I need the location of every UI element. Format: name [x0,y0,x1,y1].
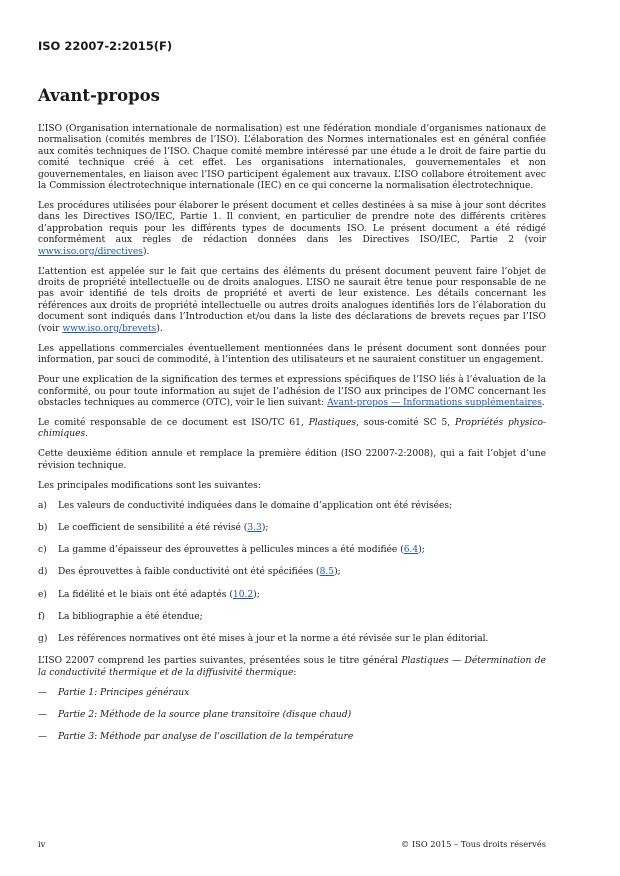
clause-ref-link[interactable]: 10.2 [232,589,254,600]
paragraph-modifications-intro: Les principales modifications sont les suivantes: [38,480,261,491]
paragraph-edition: Cette deuxième édition annule et remplace la première édition (ISO 22007-2:2008), qui a fait l’objet d’une révision technique. [38,449,546,471]
list-item: a) Les valeurs de conductivité indiquées dans le domaine d’application ont été révisées; [38,500,453,511]
list-item: — Partie 1: Principes généraux [38,687,190,698]
list-item: — Partie 2: Méthode de la source plane transitoire (disque chaud) [38,709,352,720]
list-item: — Partie 3: Méthode par analyse de l’oscillation de la température [38,731,354,742]
paragraph-trade-names: Les appellations commerciales éventuellement mentionnées dans le présent document sont données pour information, par souci de commodité, à l’intention des utilisateurs et ne sauraient constituer un engagement. [38,343,546,366]
list-item: d) Des éprouvettes à faible conductivité ont été spécifiées (8.5); [38,567,341,578]
paragraph-patents: L’attention est appelée sur le fait que certains des éléments du présent document peuvent faire l’objet de droits de propriété intellectuelle ou de droits analogues. L’ISO ne saurait être tenue pour responsable de ne pas avoir identifié de tels droits de propriété et averti de leur existence. Les détails concernant les références aux droits de propriété intellectuelle ou autres droits analogues identifiés lors de l’élaboration du document sont indiqués dans l’Introduction et/ou dans la liste des déclarations de brevets reçues par l’ISO (voir www.iso.org/brevets). [38,266,546,334]
clause-ref-link[interactable]: 3.3 [247,522,262,533]
clause-ref-link[interactable]: 6.4 [403,545,419,556]
parts-list [38,688,546,744]
directives-link[interactable]: www.iso.org/directives [38,246,143,257]
page-title: Avant-propos [38,86,160,105]
modifications-list [38,501,546,646]
list-item: b) Le coefficient de sensibilité a été révisé (3.3); [38,522,269,533]
document-identifier: ISO 22007-2:2015(F) [38,39,173,53]
patents-link[interactable]: www.iso.org/brevets [62,323,157,334]
page-footer [38,839,546,849]
list-item: e) La fidélité et le biais ont été adaptés (10.2); [38,589,260,600]
page-number: iv [38,839,46,849]
paragraph-parts-intro: L’ISO 22007 comprend les parties suivantes, présentées sous le titre général Plastiques — Détermination de la conductivité thermique et de la diffusivité thermique: [38,656,546,678]
paragraph-procedures: Les procédures utilisées pour élaborer le présent document et celles destinées à sa mise à jour sont décrites dans les Directives ISO/IEC, Partie 1. Il convient, en particulier de prendre note des différents critères d’approbation requis pour les différents types de documents ISO. Le présent document a été rédigé conformément aux règles de rédaction données dans les Directives ISO/IEC, Partie 2 (voir www.iso.org/directives). [38,201,546,257]
copyright-notice: © ISO 2015 – Tous droits réservés [400,839,546,849]
paragraph-committee: Le comité responsable de ce document est ISO/TC 61, Plastiques, sous-comité SC 5, Propriétés physico-chimiques. [38,417,546,440]
list-item: g) Les références normatives ont été mises à jour et la norme a été révisée sur le plan éditorial. [38,633,489,644]
supplementary-info-link[interactable]: Avant-propos — Informations supplémentaires [327,397,542,408]
clause-ref-link[interactable]: 8.5 [319,567,335,578]
list-item: c) La gamme d’épaisseur des éprouvettes à pellicules minces a été modifiée (6.4); [38,545,425,556]
paragraph-conformity: Pour une explication de la signification des termes et expressions spécifiques de l’ISO liés à l’évaluation de la conformité, ou pour toute information au sujet de l’adhésion de l’ISO aux principes de l’OMC concernant les obstacles techniques au commerce (OTC), voir le lien suivant: Avant-propos — Informations supplémentaires. [38,375,546,408]
list-item: f) La bibliographie a été étendue; [38,611,203,622]
foreword-body [38,124,546,754]
paragraph-iso-intro: L’ISO (Organisation internationale de normalisation) est une fédération mondiale d’organismes nationaux de normalisation (comités membres de l’ISO). L’élaboration des Normes internationales est en général confiée aux comités techniques de l’ISO. Chaque comité membre intéressé par une étude a le droit de faire partie du comité technique créé à cet effet. Les organisations internationales, gouvernementales et non gouvernementales, en liaison avec l’ISO participent également aux travaux. L’ISO collabore étroitement avec la Commission électrotechnique internationale (IEC) en ce qui concerne la normalisation électrotechnique. [38,124,546,192]
